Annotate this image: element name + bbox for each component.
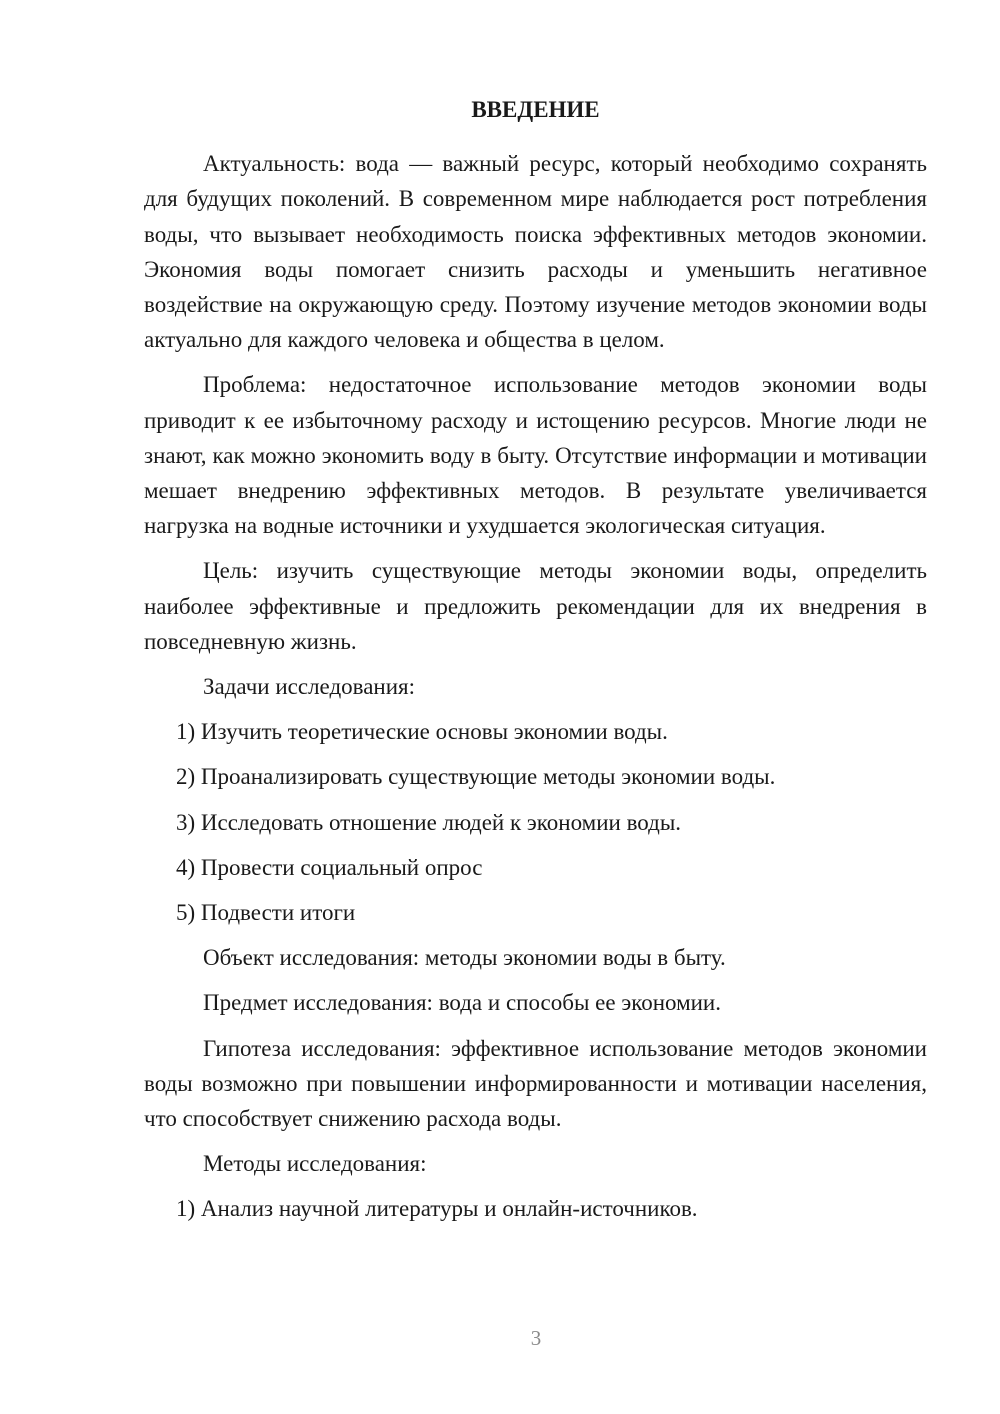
research-object: Объект исследования: методы экономии воды в быту. <box>203 945 726 971</box>
page-content <box>144 92 927 1237</box>
tasks-title: Задачи исследования: <box>203 674 416 700</box>
methods-title: Методы исследования: <box>203 1151 427 1177</box>
tasks-list <box>144 714 927 930</box>
page-title: ВВЕДЕНИЕ <box>471 97 600 122</box>
list-item: 2) Проанализировать существующие методы экономии воды. <box>176 764 776 790</box>
paragraph-problem: Проблема: недостаточное использование методов экономии воды приводит к ее избыточному расходу и истощению ресурсов. Многие люди не знают, как можно экономить воду в быту. Отсутствие информации и мотивации мешает внедрению эффективных методов. В результате увеличивается нагрузка на водные источники и ухудшается экологическая ситуация. <box>144 372 927 539</box>
methods-list <box>144 1191 927 1226</box>
page-number: 3 <box>530 1326 542 1350</box>
research-subject: Предмет исследования: вода и способы ее экономии. <box>203 990 721 1016</box>
list-item: 5) Подвести итоги <box>176 900 356 926</box>
paragraph-hypothesis: Гипотеза исследования: эффективное использование методов экономии воды возможно при повышении информированности и мотивации населения, что способствует снижению расхода воды. <box>144 1035 927 1132</box>
list-item: 4) Провести социальный опрос <box>176 854 483 880</box>
paragraph-relevance: Актуальность: вода — важный ресурс, который необходимо сохранять для будущих поколений. В современном мире наблюдается рост потребления воды, что вызывает необходимость поиска эффективных методов экономии. Экономия воды помогает снизить расходы и уменьшить негативное воздействие на окружающую среду. Поэтому изучение методов экономии воды актуально для каждого человека и общества в целом. <box>144 151 927 353</box>
paragraph-goal: Цель: изучить существующие методы экономии воды, определить наиболее эффективные и предложить рекомендации для их внедрения в повседневную жизнь. <box>144 558 927 654</box>
list-item: 1) Анализ научной литературы и онлайн-источников. <box>176 1196 698 1222</box>
list-item: 3) Исследовать отношение людей к экономии воды. <box>176 809 682 835</box>
list-item: 1) Изучить теоретические основы экономии воды. <box>176 719 668 745</box>
